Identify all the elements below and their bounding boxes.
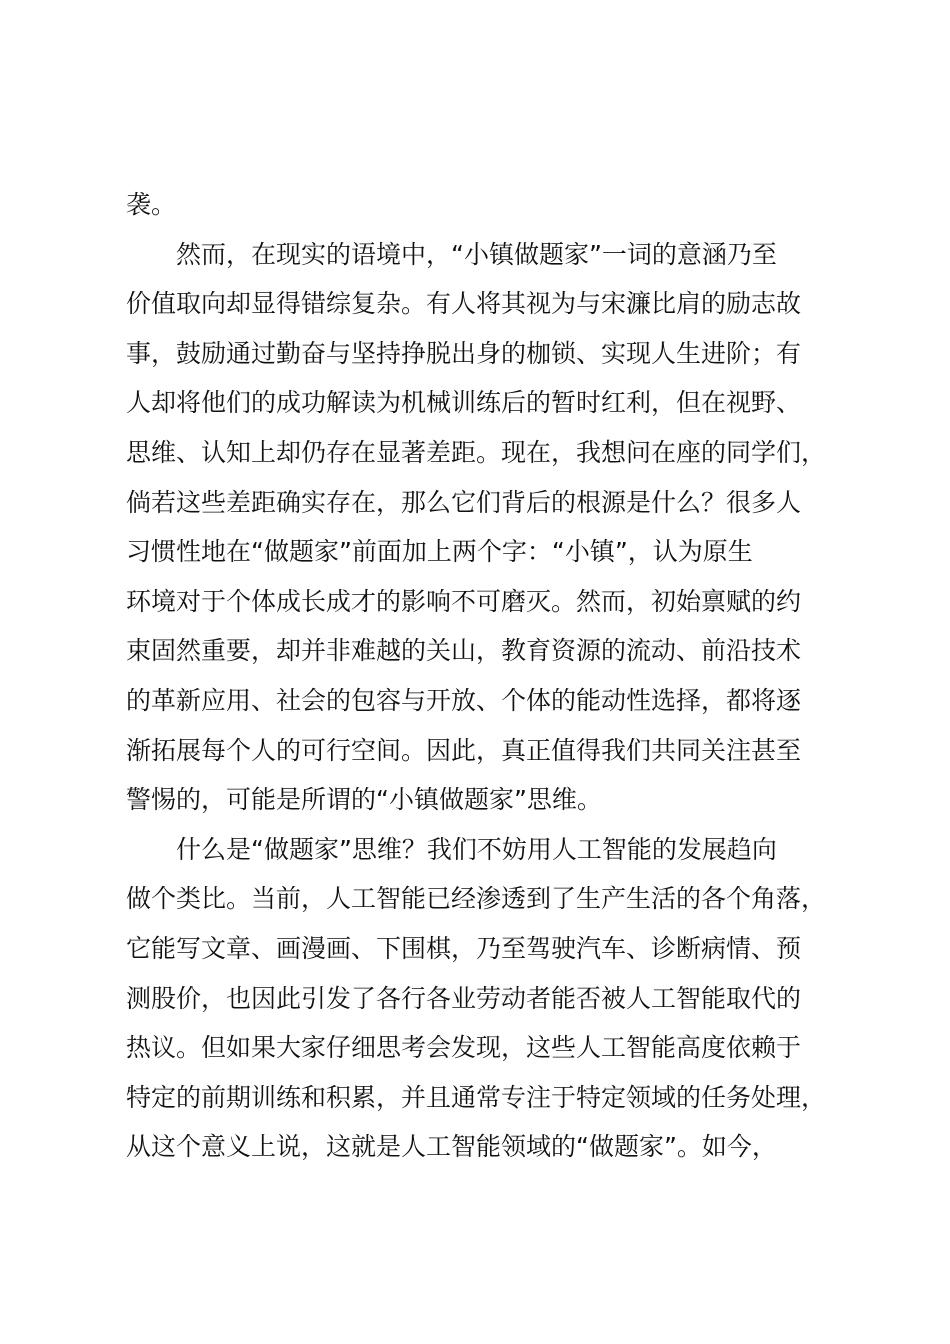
text-line: 警惕的，可能是所谓的“小镇做题家”思维。 xyxy=(126,785,602,815)
text-line: 从这个意义上说，这就是人工智能领域的“做题家”。如今， xyxy=(126,1132,777,1162)
text-line: 思维、认知上却仍存在显著差距。现在，我想问在座的同学们， xyxy=(126,437,827,467)
body-text xyxy=(126,180,866,1172)
text-line: 袭。 xyxy=(126,190,177,219)
text-line: 环境对于个体成长成才的影响不可磨灭。然而，初始禀赋的约 xyxy=(126,586,802,616)
text-line: 价值取向却显得错综复杂。有人将其视为与宋濂比肩的励志故 xyxy=(126,289,802,319)
text-line: 做个类比。当前，人工智能已经渗透到了生产生活的各个角落， xyxy=(126,884,827,914)
text-line: 事，鼓励通过勤奋与坚持挣脱出身的枷锁、实现人生进阶；有 xyxy=(126,338,802,368)
text-line: 束固然重要，却并非难越的关山，教育资源的流动、前沿技术 xyxy=(126,636,802,666)
text-line: 习惯性地在“做题家”前面加上两个字：“小镇”，认为原生 xyxy=(126,537,753,567)
text-line: 特定的前期训练和积累，并且通常专注于特定领域的任务处理， xyxy=(126,1082,827,1112)
text-line: 热议。但如果大家仔细思考会发现，这些人工智能高度依赖于 xyxy=(126,1033,802,1063)
text-line: 人却将他们的成功解读为机械训练后的暂时红利，但在视野、 xyxy=(126,388,802,418)
text-line: 倘若这些差距确实存在，那么它们背后的根源是什么？很多人 xyxy=(126,487,802,517)
text-line: 它能写文章、画漫画、下围棋，乃至驾驶汽车、诊断病情、预 xyxy=(126,933,802,963)
text-line: 什么是“做题家”思维？我们不妨用人工智能的发展趋向 xyxy=(176,834,777,864)
text-line: 的革新应用、社会的包容与开放、个体的能动性选择，都将逐 xyxy=(126,685,802,715)
text-line: 测股价，也因此引发了各行各业劳动者能否被人工智能取代的 xyxy=(126,983,802,1013)
text-line: 渐拓展每个人的可行空间。因此，真正值得我们共同关注甚至 xyxy=(126,735,802,765)
text-line: 然而，在现实的语境中，“小镇做题家”一词的意涵乃至 xyxy=(176,239,777,269)
